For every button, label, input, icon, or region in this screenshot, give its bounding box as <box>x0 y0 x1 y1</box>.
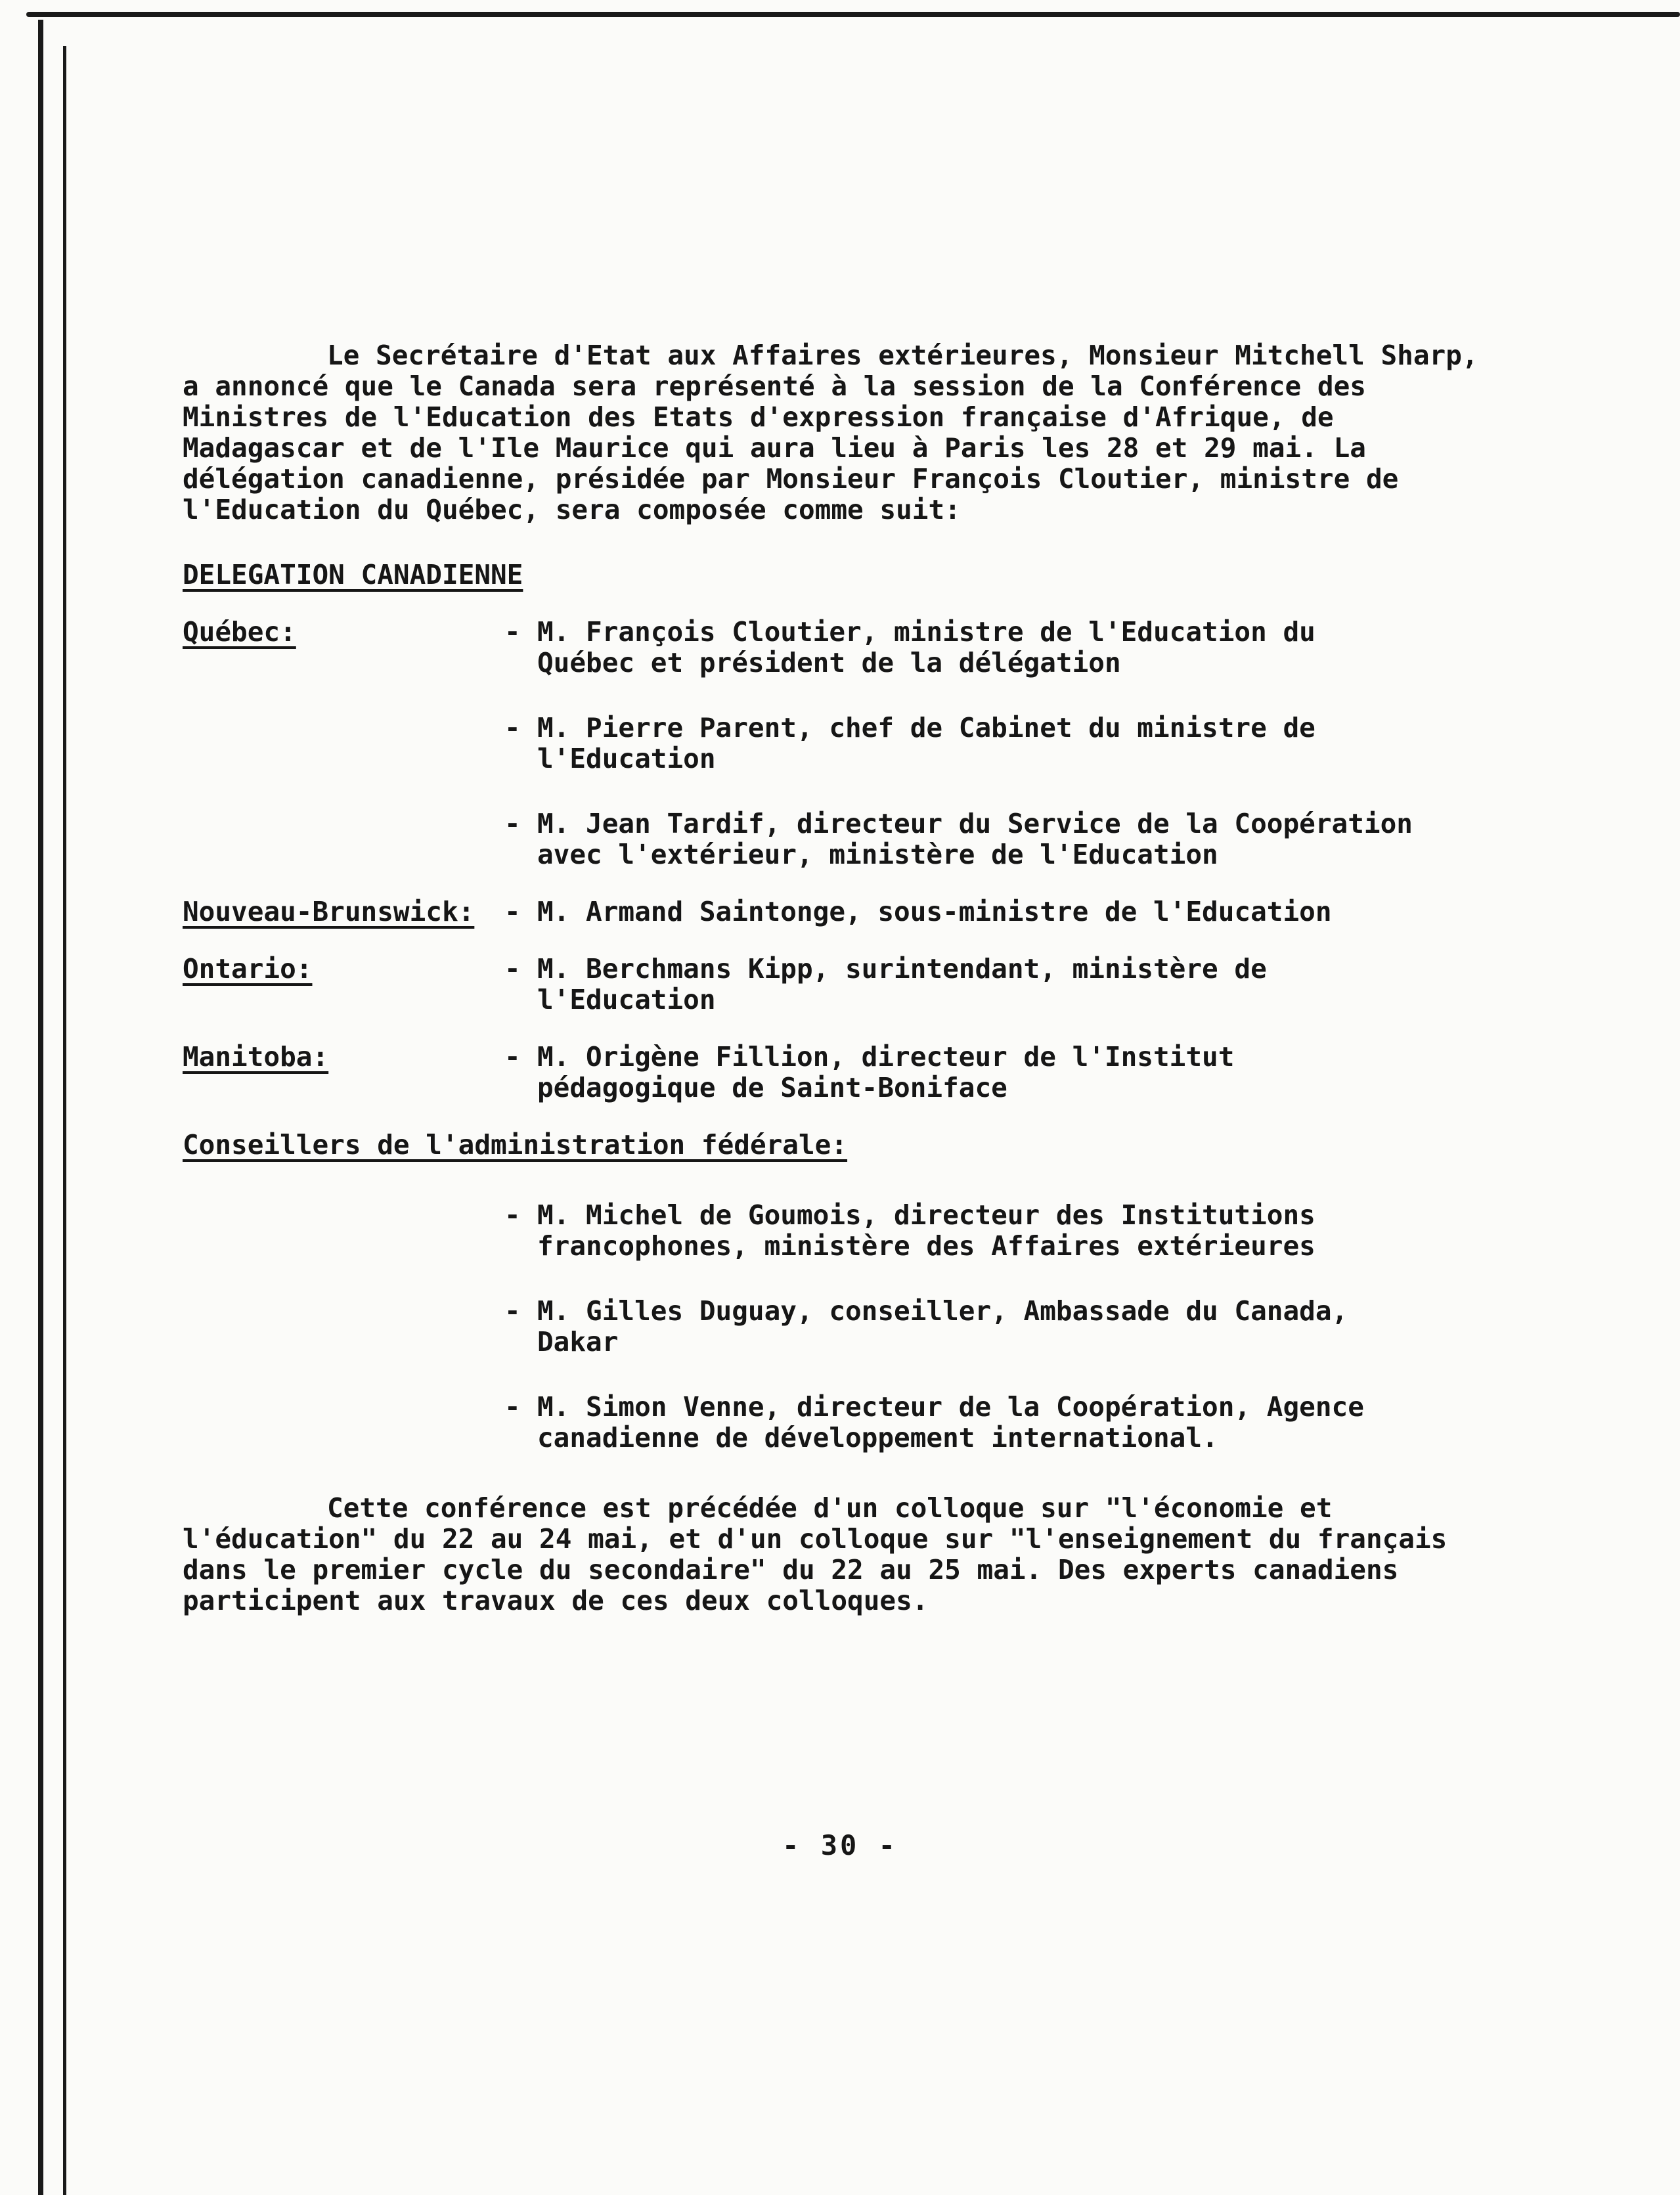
delegate-entry <box>504 1042 1509 1103</box>
delegate-text: M. Jean Tardif, directeur du Service de la Coopération avec l'extérieur, ministère de l'Education <box>537 808 1413 870</box>
delegation-heading: DELEGATION CANADIENNE <box>183 559 523 590</box>
delegate-text: M. Pierre Parent, chef de Cabinet du ministre de l'Education <box>537 712 1315 774</box>
list-dash: - <box>504 712 521 743</box>
province-label: Nouveau-Brunswick: <box>183 896 475 927</box>
province-label: Québec: <box>183 616 296 648</box>
province-row-manitoba <box>183 1042 1509 1103</box>
adviser-text: M. Simon Venne, directeur de la Coopération, Agence canadienne de développement international. <box>537 1391 1364 1453</box>
list-dash: - <box>504 1199 521 1231</box>
province-row-ontario <box>183 954 1509 1015</box>
adviser-entry <box>504 1200 1509 1262</box>
page-number: - 30 - <box>782 1829 898 1861</box>
binding-edge-left <box>38 20 43 2195</box>
province-label: Ontario: <box>183 953 313 985</box>
list-dash: - <box>504 896 521 927</box>
document-body <box>183 340 1509 1616</box>
intro-paragraph: Le Secrétaire d'Etat aux Affaires extérieures, Monsieur Mitchell Sharp, a annoncé que le Canada sera représenté à la session de la Conférence des Ministres de l'Education des Etats d'expression française d'Afrique, de Madagascar et de l'Ile Maurice qui aura lieu à Paris les 28 et 29 mai. La délégation canadienne, présidée par Monsieur François Cloutier, ministre de l'Education du Québec, sera composée comme suit: <box>183 340 1495 525</box>
province-row-nouveau-brunswick <box>183 897 1509 927</box>
delegate-entry <box>504 713 1509 774</box>
adviser-text: M. Gilles Duguay, conseiller, Ambassade du Canada, Dakar <box>537 1295 1348 1358</box>
list-dash: - <box>504 808 521 839</box>
province-label: Manitoba: <box>183 1041 329 1073</box>
adviser-text: M. Michel de Goumois, directeur des Institutions francophones, ministère des Affaires extérieures <box>537 1199 1315 1262</box>
closing-paragraph: Cette conférence est précédée d'un colloque sur "l'économie et l'éducation" du 22 au 24 mai, et d'un colloque sur "l'enseignement du français dans le premier cycle du secondaire" du 22 au 25 mai. Des experts canadiens participent aux travaux de ces deux colloques. <box>183 1492 1464 1616</box>
binding-edge-top <box>26 12 1680 17</box>
delegate-entry <box>504 809 1509 870</box>
list-dash: - <box>504 1041 521 1073</box>
adviser-entry <box>504 1392 1509 1453</box>
delegate-text: M. Armand Saintonge, sous-ministre de l'Education <box>537 896 1332 927</box>
binding-edge-left-inner <box>63 46 66 2195</box>
delegate-entry <box>504 897 1509 927</box>
list-dash: - <box>504 953 521 985</box>
delegate-text: M. François Cloutier, ministre de l'Education du Québec et président de la délégation <box>537 616 1315 678</box>
delegate-text: M. Berchmans Kipp, surintendant, ministère de l'Education <box>537 953 1267 1015</box>
delegate-text: M. Origène Fillion, directeur de l'Institut pédagogique de Saint-Boniface <box>537 1041 1235 1103</box>
list-dash: - <box>504 616 521 648</box>
province-row-quebec <box>183 617 1509 870</box>
federal-advisers-list <box>504 1200 1509 1453</box>
delegate-entry <box>504 954 1509 1015</box>
federal-advisers-heading: Conseillers de l'administration fédérale: <box>183 1129 848 1161</box>
adviser-entry <box>504 1296 1509 1358</box>
list-dash: - <box>504 1391 521 1423</box>
delegate-entry <box>504 617 1509 678</box>
list-dash: - <box>504 1295 521 1327</box>
